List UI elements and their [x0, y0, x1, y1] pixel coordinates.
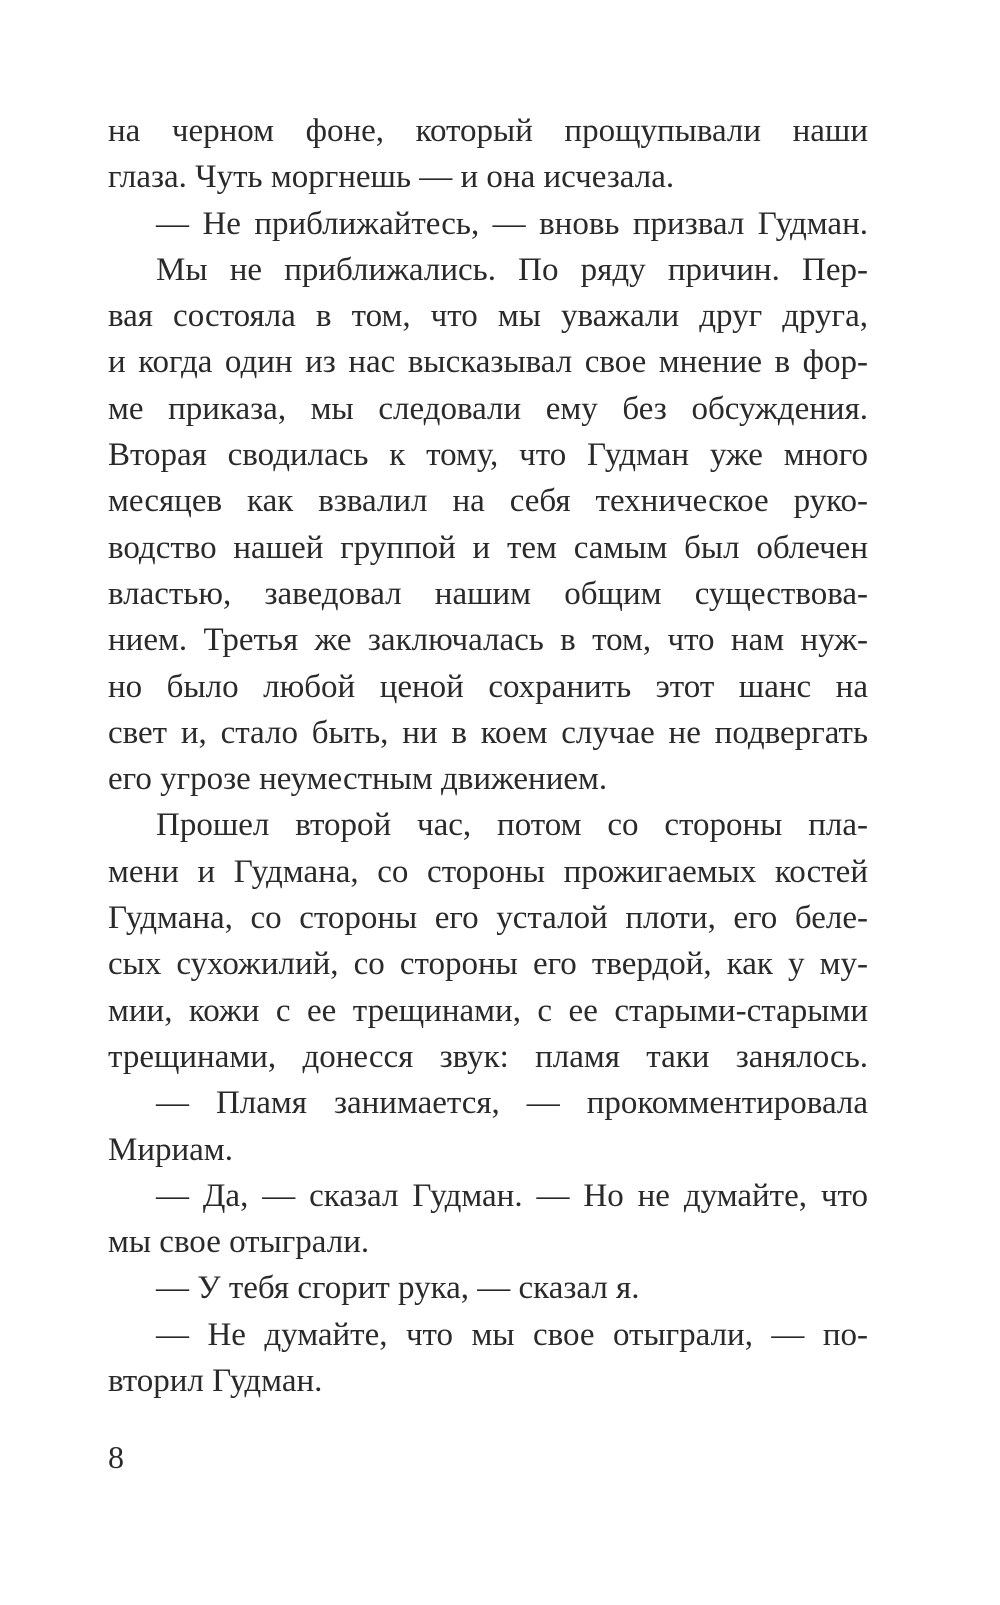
text-line: на черном фоне, который прощупывали наши: [108, 113, 868, 149]
text-line: и когда один из нас высказывал свое мнение в фор-: [108, 344, 868, 381]
text-line: вая состояла в том, что мы уважали друг друга,: [108, 298, 868, 335]
text-line: — Да, — сказал Гудман. — Но не думайте, что: [156, 1177, 868, 1214]
text-line: властью, заведовал нашим общим существова-: [108, 575, 868, 612]
text-line: — У тебя сгорит рука, — сказал я.: [156, 1270, 640, 1307]
text-line: трещинами, донесся звук: пламя таки занялось.: [108, 1038, 868, 1075]
text-line: вторил Гудман.: [108, 1363, 323, 1400]
text-line: — Не думайте, что мы свое отыграли, — по-: [156, 1316, 868, 1353]
text-line: сых сухожилий, со стороны его твердой, как у му-: [108, 946, 868, 983]
page-number: 8: [108, 1439, 124, 1475]
body-text: [108, 108, 868, 1404]
text-line: — Не приближайтесь, — вновь призвал Гудман.: [156, 205, 868, 242]
text-line: Гудмана, со стороны его усталой плоти, его беле-: [108, 900, 868, 937]
text-line: Мириам.: [108, 1131, 233, 1168]
text-line: Прошел второй час, потом со стороны пла-: [156, 807, 868, 844]
text-line: Мы не приближались. По ряду причин. Пер-: [156, 251, 868, 288]
text-line: ме приказа, мы следовали ему без обсуждения.: [108, 390, 868, 427]
text-line: Вторая сводилась к тому, что Гудман уже много: [108, 437, 868, 474]
text-line: нием. Третья же заключалась в том, что нам нуж-: [108, 622, 868, 659]
text-line: мени и Гудмана, со стороны прожигаемых костей: [108, 853, 868, 890]
text-line: месяцев как взвалил на себя техническое руко-: [108, 483, 868, 520]
text-line: мы свое отыграли.: [108, 1224, 370, 1261]
text-line: его угрозе неуместным движением.: [108, 761, 608, 798]
text-line: мии, кожи с ее трещинами, с ее старыми-старыми: [108, 992, 868, 1029]
text-line: свет и, стало быть, ни в коем случае не подвергать: [108, 714, 868, 751]
text-line: но было любой ценой сохранить этот шанс на: [108, 668, 868, 705]
text-line: глаза. Чуть моргнешь — и она исчезала.: [108, 159, 675, 196]
text-line: водство нашей группой и тем самым был облечен: [108, 529, 868, 566]
text-line: — Пламя занимается, — прокомментировала: [156, 1085, 868, 1122]
